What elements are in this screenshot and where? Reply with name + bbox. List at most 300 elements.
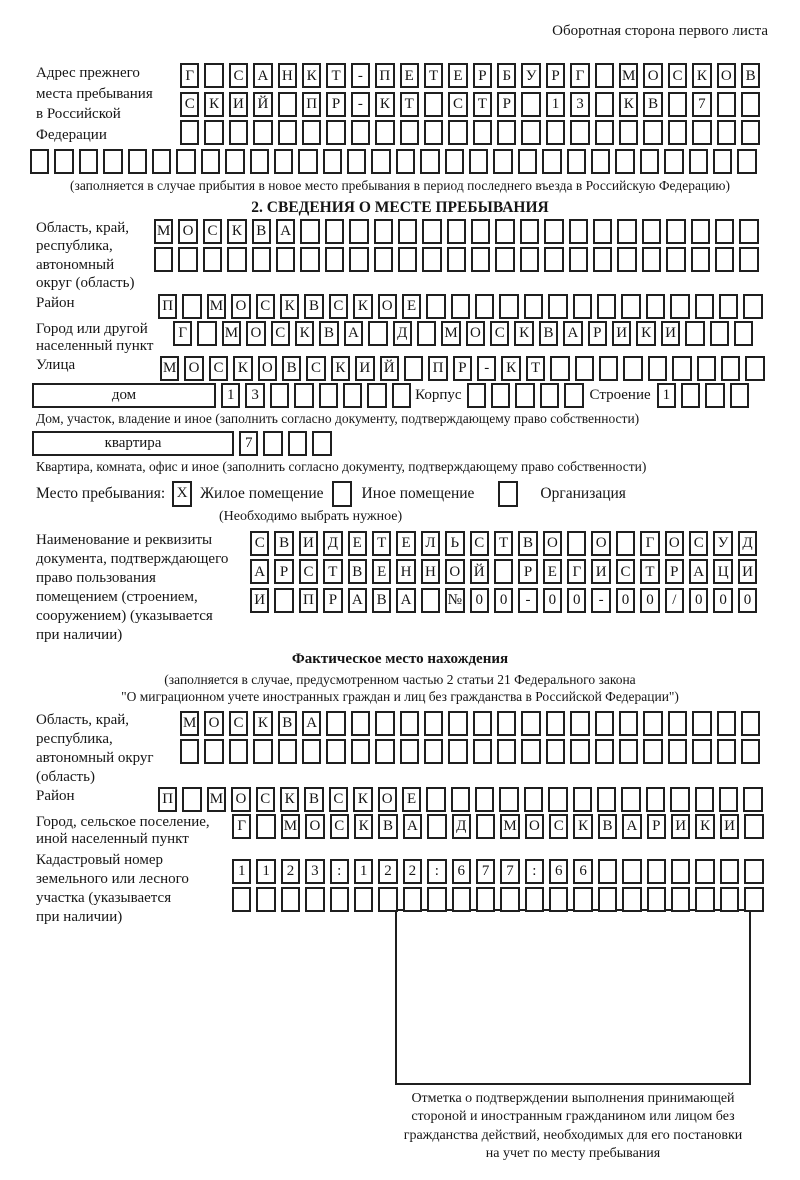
char-cell[interactable] xyxy=(232,887,251,912)
char-cell[interactable]: С xyxy=(256,294,275,319)
char-cell[interactable] xyxy=(493,149,512,174)
char-cell[interactable]: К xyxy=(692,63,711,88)
char-cell[interactable]: В xyxy=(539,321,558,346)
char-cell[interactable]: 1 xyxy=(657,383,676,408)
char-cell[interactable] xyxy=(648,356,667,381)
char-cell[interactable] xyxy=(521,92,540,117)
char-cell[interactable]: О xyxy=(184,356,203,381)
char-cell[interactable] xyxy=(550,356,569,381)
char-cell[interactable] xyxy=(664,149,683,174)
char-cell[interactable] xyxy=(253,739,272,764)
char-cell[interactable] xyxy=(326,711,345,736)
char-cell[interactable] xyxy=(569,219,588,244)
char-cell[interactable] xyxy=(719,294,738,319)
char-cell[interactable]: Р xyxy=(326,92,345,117)
char-cell[interactable] xyxy=(591,149,610,174)
char-cell[interactable]: Т xyxy=(424,63,443,88)
char-cell[interactable] xyxy=(398,247,417,272)
char-cell[interactable]: В xyxy=(282,356,301,381)
char-cell[interactable]: У xyxy=(521,63,540,88)
char-cell[interactable] xyxy=(721,356,740,381)
char-cell[interactable] xyxy=(595,63,614,88)
char-cell[interactable] xyxy=(621,294,640,319)
char-cell[interactable] xyxy=(203,247,222,272)
char-cell[interactable]: В xyxy=(741,63,760,88)
char-cell[interactable] xyxy=(597,294,616,319)
char-cell[interactable] xyxy=(642,247,661,272)
char-cell[interactable] xyxy=(622,859,641,884)
char-cell[interactable]: Г xyxy=(567,559,586,584)
char-cell[interactable]: А xyxy=(348,588,367,613)
char-cell[interactable] xyxy=(692,120,711,145)
char-cell[interactable]: 0 xyxy=(738,588,757,613)
char-cell[interactable]: К xyxy=(353,787,372,812)
char-cell[interactable]: С xyxy=(329,787,348,812)
char-cell[interactable] xyxy=(643,120,662,145)
char-cell[interactable] xyxy=(176,149,195,174)
char-cell[interactable] xyxy=(548,294,567,319)
char-cell[interactable]: Т xyxy=(640,559,659,584)
char-cell[interactable] xyxy=(447,219,466,244)
char-cell[interactable]: С xyxy=(330,814,349,839)
char-cell[interactable] xyxy=(424,739,443,764)
char-cell[interactable] xyxy=(351,120,370,145)
char-cell[interactable] xyxy=(180,120,199,145)
char-cell[interactable] xyxy=(515,383,534,408)
char-cell[interactable] xyxy=(427,887,446,912)
char-cell[interactable]: - xyxy=(518,588,537,613)
char-cell[interactable] xyxy=(422,247,441,272)
char-cell[interactable]: А xyxy=(302,711,321,736)
char-cell[interactable] xyxy=(521,711,540,736)
char-cell[interactable]: : xyxy=(525,859,544,884)
char-cell[interactable] xyxy=(326,739,345,764)
char-cell[interactable] xyxy=(476,887,495,912)
char-cell[interactable] xyxy=(471,219,490,244)
char-cell[interactable] xyxy=(330,887,349,912)
char-cell[interactable] xyxy=(646,787,665,812)
char-cell[interactable] xyxy=(473,120,492,145)
char-cell[interactable]: К xyxy=(204,92,223,117)
char-cell[interactable] xyxy=(598,887,617,912)
char-cell[interactable] xyxy=(427,814,446,839)
char-cell[interactable]: С xyxy=(306,356,325,381)
char-cell[interactable]: 0 xyxy=(567,588,586,613)
char-cell[interactable] xyxy=(697,356,716,381)
char-cell[interactable] xyxy=(730,383,749,408)
char-cell[interactable] xyxy=(646,294,665,319)
char-cell[interactable]: К xyxy=(280,294,299,319)
char-cell[interactable] xyxy=(544,247,563,272)
char-cell[interactable] xyxy=(524,787,543,812)
char-cell[interactable] xyxy=(499,294,518,319)
char-cell[interactable]: С xyxy=(490,321,509,346)
char-cell[interactable] xyxy=(319,383,338,408)
char-cell[interactable]: И xyxy=(671,814,690,839)
char-cell[interactable]: К xyxy=(695,814,714,839)
char-cell[interactable]: П xyxy=(428,356,447,381)
char-cell[interactable] xyxy=(451,294,470,319)
char-cell[interactable] xyxy=(599,356,618,381)
char-cell[interactable]: 2 xyxy=(281,859,300,884)
char-cell[interactable]: 1 xyxy=(256,859,275,884)
char-cell[interactable]: 6 xyxy=(573,859,592,884)
char-cell[interactable] xyxy=(229,120,248,145)
char-cell[interactable]: А xyxy=(253,63,272,88)
char-cell[interactable] xyxy=(497,120,516,145)
char-cell[interactable] xyxy=(152,149,171,174)
char-cell[interactable]: Н xyxy=(421,559,440,584)
char-cell[interactable] xyxy=(520,247,539,272)
char-cell[interactable]: С xyxy=(616,559,635,584)
char-cell[interactable] xyxy=(595,739,614,764)
char-cell[interactable] xyxy=(491,383,510,408)
char-cell[interactable] xyxy=(374,219,393,244)
char-cell[interactable]: Е xyxy=(348,531,367,556)
char-cell[interactable] xyxy=(570,120,589,145)
char-cell[interactable]: П xyxy=(299,588,318,613)
char-cell[interactable] xyxy=(710,321,729,346)
char-cell[interactable]: С xyxy=(250,531,269,556)
char-cell[interactable] xyxy=(448,739,467,764)
char-cell[interactable] xyxy=(743,787,762,812)
char-cell[interactable] xyxy=(548,787,567,812)
char-cell[interactable] xyxy=(349,219,368,244)
char-cell[interactable] xyxy=(424,120,443,145)
char-cell[interactable] xyxy=(467,383,486,408)
char-cell[interactable] xyxy=(396,149,415,174)
char-cell[interactable] xyxy=(570,739,589,764)
char-cell[interactable] xyxy=(617,247,636,272)
char-cell[interactable] xyxy=(326,120,345,145)
char-cell[interactable] xyxy=(713,149,732,174)
char-cell[interactable]: 1 xyxy=(232,859,251,884)
char-cell[interactable] xyxy=(400,739,419,764)
char-cell[interactable]: 7 xyxy=(500,859,519,884)
char-cell[interactable]: У xyxy=(713,531,732,556)
char-cell[interactable] xyxy=(475,787,494,812)
char-cell[interactable] xyxy=(741,739,760,764)
char-cell[interactable]: 1 xyxy=(546,92,565,117)
char-cell[interactable] xyxy=(400,711,419,736)
char-cell[interactable]: : xyxy=(427,859,446,884)
char-cell[interactable]: Н xyxy=(396,559,415,584)
char-cell[interactable]: Р xyxy=(665,559,684,584)
char-cell[interactable]: А xyxy=(276,219,295,244)
char-cell[interactable]: Е xyxy=(402,787,421,812)
char-cell[interactable] xyxy=(447,247,466,272)
char-cell[interactable]: О xyxy=(591,531,610,556)
char-cell[interactable] xyxy=(623,356,642,381)
char-cell[interactable]: С xyxy=(668,63,687,88)
char-cell[interactable] xyxy=(204,120,223,145)
char-cell[interactable]: 0 xyxy=(543,588,562,613)
char-cell[interactable] xyxy=(719,787,738,812)
char-cell[interactable] xyxy=(544,219,563,244)
char-cell[interactable] xyxy=(595,120,614,145)
char-cell[interactable] xyxy=(542,149,561,174)
char-cell[interactable] xyxy=(204,739,223,764)
char-cell[interactable] xyxy=(274,149,293,174)
char-cell[interactable]: В xyxy=(598,814,617,839)
char-cell[interactable] xyxy=(741,92,760,117)
char-cell[interactable]: М xyxy=(180,711,199,736)
char-cell[interactable]: П xyxy=(375,63,394,88)
char-cell[interactable] xyxy=(744,887,763,912)
char-cell[interactable] xyxy=(497,739,516,764)
char-cell[interactable] xyxy=(744,859,763,884)
char-cell[interactable]: К xyxy=(233,356,252,381)
char-cell[interactable]: 0 xyxy=(616,588,635,613)
char-cell[interactable] xyxy=(312,431,331,456)
char-cell[interactable]: 0 xyxy=(713,588,732,613)
char-cell[interactable]: Е xyxy=(372,559,391,584)
char-cell[interactable] xyxy=(734,321,753,346)
char-cell[interactable] xyxy=(525,887,544,912)
char-cell[interactable]: И xyxy=(250,588,269,613)
char-cell[interactable] xyxy=(475,294,494,319)
char-cell[interactable] xyxy=(351,711,370,736)
char-cell[interactable] xyxy=(570,711,589,736)
char-cell[interactable] xyxy=(692,739,711,764)
checkbox-organization[interactable] xyxy=(498,481,518,507)
char-cell[interactable]: Р xyxy=(588,321,607,346)
char-cell[interactable]: М xyxy=(281,814,300,839)
char-cell[interactable] xyxy=(347,149,366,174)
char-cell[interactable]: В xyxy=(319,321,338,346)
char-cell[interactable]: Н xyxy=(278,63,297,88)
char-cell[interactable] xyxy=(739,247,758,272)
char-cell[interactable]: И xyxy=(355,356,374,381)
char-cell[interactable]: : xyxy=(330,859,349,884)
char-cell[interactable] xyxy=(745,356,764,381)
char-cell[interactable]: О xyxy=(665,531,684,556)
char-cell[interactable]: 7 xyxy=(239,431,258,456)
char-cell[interactable]: Р xyxy=(274,559,293,584)
char-cell[interactable]: Т xyxy=(526,356,545,381)
char-cell[interactable]: Т xyxy=(323,559,342,584)
char-cell[interactable]: Г xyxy=(232,814,251,839)
char-cell[interactable]: Ц xyxy=(713,559,732,584)
checkbox-other-premises[interactable] xyxy=(332,481,352,507)
char-cell[interactable]: Г xyxy=(640,531,659,556)
char-cell[interactable]: А xyxy=(563,321,582,346)
char-cell[interactable]: К xyxy=(280,787,299,812)
char-cell[interactable]: / xyxy=(665,588,684,613)
char-cell[interactable] xyxy=(424,711,443,736)
char-cell[interactable]: Р xyxy=(518,559,537,584)
char-cell[interactable] xyxy=(685,321,704,346)
char-cell[interactable] xyxy=(448,711,467,736)
char-cell[interactable]: О xyxy=(717,63,736,88)
char-cell[interactable] xyxy=(250,149,269,174)
char-cell[interactable] xyxy=(741,711,760,736)
char-cell[interactable] xyxy=(619,739,638,764)
char-cell[interactable]: К xyxy=(375,92,394,117)
char-cell[interactable] xyxy=(368,321,387,346)
char-cell[interactable]: О xyxy=(204,711,223,736)
char-cell[interactable]: Й xyxy=(253,92,272,117)
char-cell[interactable]: Р xyxy=(497,92,516,117)
char-cell[interactable] xyxy=(569,247,588,272)
char-cell[interactable] xyxy=(744,814,763,839)
char-cell[interactable]: В xyxy=(304,787,323,812)
char-cell[interactable] xyxy=(403,887,422,912)
char-cell[interactable]: - xyxy=(351,92,370,117)
char-cell[interactable] xyxy=(276,247,295,272)
char-cell[interactable]: 3 xyxy=(570,92,589,117)
char-cell[interactable]: В xyxy=(348,559,367,584)
char-cell[interactable]: - xyxy=(591,588,610,613)
char-cell[interactable]: Й xyxy=(470,559,489,584)
char-cell[interactable] xyxy=(154,247,173,272)
char-cell[interactable] xyxy=(278,120,297,145)
char-cell[interactable]: К xyxy=(331,356,350,381)
char-cell[interactable] xyxy=(619,120,638,145)
char-cell[interactable] xyxy=(695,859,714,884)
char-cell[interactable] xyxy=(302,120,321,145)
char-cell[interactable] xyxy=(666,219,685,244)
char-cell[interactable]: Т xyxy=(372,531,391,556)
char-cell[interactable] xyxy=(546,739,565,764)
char-cell[interactable]: С xyxy=(329,294,348,319)
char-cell[interactable] xyxy=(79,149,98,174)
char-cell[interactable]: А xyxy=(622,814,641,839)
char-cell[interactable] xyxy=(540,383,559,408)
char-cell[interactable] xyxy=(473,739,492,764)
char-cell[interactable] xyxy=(518,149,537,174)
char-cell[interactable]: О xyxy=(231,294,250,319)
char-cell[interactable] xyxy=(128,149,147,174)
char-cell[interactable] xyxy=(404,356,423,381)
char-cell[interactable] xyxy=(227,247,246,272)
char-cell[interactable]: С xyxy=(229,711,248,736)
char-cell[interactable]: К xyxy=(619,92,638,117)
char-cell[interactable]: К xyxy=(353,294,372,319)
char-cell[interactable] xyxy=(278,92,297,117)
char-cell[interactable] xyxy=(595,711,614,736)
char-cell[interactable] xyxy=(695,887,714,912)
char-cell[interactable] xyxy=(691,219,710,244)
char-cell[interactable]: А xyxy=(396,588,415,613)
char-cell[interactable]: С xyxy=(209,356,228,381)
char-cell[interactable] xyxy=(225,149,244,174)
char-cell[interactable]: Б xyxy=(497,63,516,88)
char-cell[interactable] xyxy=(452,887,471,912)
char-cell[interactable]: О xyxy=(643,63,662,88)
char-cell[interactable] xyxy=(426,787,445,812)
char-cell[interactable] xyxy=(643,711,662,736)
char-cell[interactable] xyxy=(643,739,662,764)
char-cell[interactable]: Ь xyxy=(445,531,464,556)
char-cell[interactable]: Р xyxy=(546,63,565,88)
char-cell[interactable]: Т xyxy=(494,531,513,556)
char-cell[interactable] xyxy=(495,247,514,272)
char-cell[interactable] xyxy=(668,739,687,764)
char-cell[interactable] xyxy=(343,383,362,408)
char-cell[interactable]: И xyxy=(612,321,631,346)
char-cell[interactable]: И xyxy=(299,531,318,556)
char-cell[interactable] xyxy=(298,149,317,174)
char-cell[interactable]: С xyxy=(689,531,708,556)
char-cell[interactable] xyxy=(252,247,271,272)
char-cell[interactable]: М xyxy=(619,63,638,88)
char-cell[interactable] xyxy=(263,431,282,456)
char-cell[interactable] xyxy=(681,383,700,408)
char-cell[interactable] xyxy=(278,739,297,764)
char-cell[interactable] xyxy=(717,739,736,764)
char-cell[interactable] xyxy=(640,149,659,174)
char-cell[interactable] xyxy=(426,294,445,319)
char-cell[interactable] xyxy=(302,739,321,764)
char-cell[interactable]: И xyxy=(738,559,757,584)
char-cell[interactable]: Р xyxy=(453,356,472,381)
char-cell[interactable]: - xyxy=(351,63,370,88)
char-cell[interactable] xyxy=(598,859,617,884)
char-cell[interactable] xyxy=(546,711,565,736)
char-cell[interactable] xyxy=(642,219,661,244)
char-cell[interactable] xyxy=(546,120,565,145)
char-cell[interactable] xyxy=(204,63,223,88)
char-cell[interactable] xyxy=(367,383,386,408)
char-cell[interactable]: Р xyxy=(323,588,342,613)
char-cell[interactable]: О xyxy=(258,356,277,381)
char-cell[interactable] xyxy=(469,149,488,174)
checkbox-residential[interactable]: X xyxy=(172,481,192,507)
char-cell[interactable] xyxy=(668,92,687,117)
char-cell[interactable]: В xyxy=(518,531,537,556)
char-cell[interactable] xyxy=(54,149,73,174)
char-cell[interactable] xyxy=(593,247,612,272)
char-cell[interactable] xyxy=(354,887,373,912)
char-cell[interactable] xyxy=(300,247,319,272)
char-cell[interactable] xyxy=(737,149,756,174)
char-cell[interactable]: 2 xyxy=(403,859,422,884)
char-cell[interactable] xyxy=(325,219,344,244)
char-cell[interactable]: С xyxy=(299,559,318,584)
char-cell[interactable] xyxy=(692,711,711,736)
char-cell[interactable] xyxy=(741,120,760,145)
char-cell[interactable] xyxy=(349,247,368,272)
char-cell[interactable]: О xyxy=(378,294,397,319)
char-cell[interactable]: Е xyxy=(543,559,562,584)
char-cell[interactable] xyxy=(270,383,289,408)
char-cell[interactable]: 3 xyxy=(305,859,324,884)
char-cell[interactable] xyxy=(103,149,122,174)
char-cell[interactable]: С xyxy=(203,219,222,244)
char-cell[interactable] xyxy=(305,887,324,912)
char-cell[interactable]: М xyxy=(222,321,241,346)
char-cell[interactable] xyxy=(720,859,739,884)
char-cell[interactable]: Д xyxy=(452,814,471,839)
char-cell[interactable]: К xyxy=(354,814,373,839)
char-cell[interactable]: Т xyxy=(473,92,492,117)
char-cell[interactable] xyxy=(30,149,49,174)
char-cell[interactable] xyxy=(400,120,419,145)
char-cell[interactable] xyxy=(180,739,199,764)
char-cell[interactable]: 1 xyxy=(221,383,240,408)
char-cell[interactable]: Р xyxy=(473,63,492,88)
char-cell[interactable]: А xyxy=(689,559,708,584)
char-cell[interactable] xyxy=(668,120,687,145)
char-cell[interactable] xyxy=(717,92,736,117)
char-cell[interactable] xyxy=(375,739,394,764)
char-cell[interactable] xyxy=(294,383,313,408)
char-cell[interactable] xyxy=(670,787,689,812)
char-cell[interactable] xyxy=(420,149,439,174)
char-cell[interactable] xyxy=(229,739,248,764)
char-cell[interactable]: Д xyxy=(323,531,342,556)
